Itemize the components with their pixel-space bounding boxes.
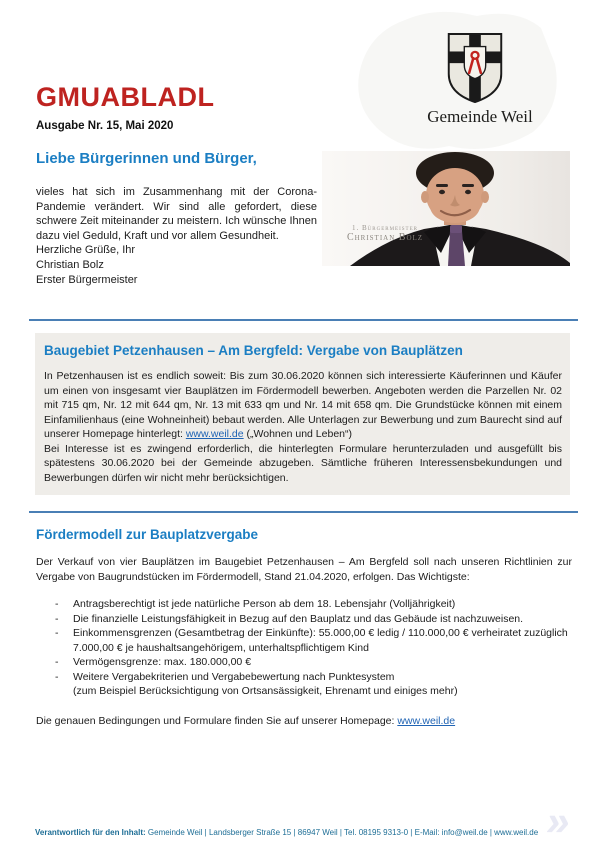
list-item	[36, 670, 572, 699]
newsletter-title: GMUABLADL	[36, 82, 215, 112]
list-item-text: Die finanzielle Leistungsfähigkeit in Bezug auf den Bauplatz und das Gebäude ist nachzuweisen.	[73, 612, 524, 625]
coat-of-arms-icon	[447, 33, 503, 103]
municipality-name: Gemeinde Weil	[427, 107, 533, 126]
criteria-list	[36, 597, 572, 699]
greeting-heading: Liebe Bürgerinnen und Bürger,	[36, 150, 257, 167]
imprint-text: Gemeinde Weil | Landsberger Straße 15 | 86947 Weil | Tel. 08195 9313-0 | E-Mail: info@weil.de | www.weil.de	[145, 828, 539, 837]
foerdermodell-intro: Der Verkauf von vier Bauplätzen im Baugebiet Petzenhausen – Am Bergfeld soll nach unseren Richtlinien zur Vergabe von Baugrundstücken im Fördermodell, Stand 21.04.2020, erfolgen. Das Wichtigste:	[36, 556, 572, 583]
foerdermodell-heading: Fördermodell zur Bauplatzvergabe	[36, 527, 259, 542]
section-divider	[29, 511, 578, 513]
closing-line	[36, 715, 572, 727]
imprint-label: Verantwortlich für den Inhalt:	[35, 828, 146, 837]
weil-homepage-link[interactable]: www.weil.de	[185, 428, 244, 440]
list-item-text: Antragsberechtigt ist jede natürliche Person ab dem 18. Lebensjahr (Volljährigkeit)	[73, 598, 456, 610]
list-item	[36, 626, 572, 655]
greeting-body: vieles hat sich im Zusammenhang mit der Corona-Pandemie verändert. Wir sind alle gefordert, diese schwere Zeit miteinander zu meistern. Ich wünsche Ihnen dazu viel Geduld, Kraft und vor allem Gesundheit.	[36, 186, 317, 242]
double-chevron-icon: »	[542, 797, 575, 844]
photo-caption	[330, 224, 440, 243]
baugebiet-text-3: Bei Interesse ist es zwingend erforderlich, die hinterlegten Formulare herunterzuladen und ausgefüllt bis spätestens 30.06.2020 bei der Gemeinde abzugeben. Sämtliche früheren Interessensbekundungen und Bewerbungen dürfen wir nicht mehr berücksichtigen.	[44, 442, 562, 484]
imprint-footer	[35, 828, 550, 837]
weil-homepage-link[interactable]: www.weil.de	[397, 714, 456, 727]
signature-line-1: Herzliche Grüße, Ihr	[36, 244, 136, 257]
signature-line-2: Christian Bolz	[36, 258, 104, 271]
baugebiet-heading: Baugebiet Petzenhausen – Am Bergfeld: Vergabe von Bauplätzen	[44, 343, 463, 358]
greeting-section	[36, 150, 317, 287]
list-item-text-continued: (zum Beispiel Berücksichtigung von Ortsansässigkeit, Ehrenamt und einiges mehr)	[73, 685, 458, 697]
list-item	[36, 655, 572, 670]
signature-line-3: Erster Bürgermeister	[36, 273, 138, 286]
list-item	[36, 612, 572, 627]
closing-text: Die genauen Bedingungen und Formulare finden Sie auf unserer Homepage:	[36, 714, 398, 727]
list-item-text: Vermögensgrenze: max. 180.000,00 €	[73, 656, 252, 668]
list-item-text: Einkommensgrenzen (Gesamtbetrag der Einkünfte): 55.000,00 € ledig / 110.000,00 € verheiratet zuzüglich 7.000,00 € je haushaltsangehörigem, unterhaltspflichtigem Kind	[73, 627, 568, 654]
baugebiet-text-1: In Petzenhausen ist es endlich soweit: Bis zum 30.06.2020 können sich interessierte Käuferinnen und Käufer um einen von insgesamt vier Bauplätzen im Fördermodell bewerben. Angeboten werden die Parzellen Nr. 02 mit 715 qm, Nr. 12 mit 644 qm, Nr. 13 mit 633 qm und Nr. 14 mit 658 qm. Die Grundstücke können mit einem Einfamilienhaus (eine Wohneinheit) bebaut werden. Alle Unterlagen zur Bewerbung und zum Baurecht sind auf unserer Homepage hinterlegt:	[44, 370, 562, 440]
photo-caption-name: Christian Bolz	[346, 232, 424, 243]
baugebiet-body	[44, 369, 562, 485]
portrait-illustration	[322, 151, 570, 266]
list-item-text: Weitere Vergabekriterien und Vergabebewertung nach Punktesystem	[73, 670, 395, 683]
issue-line: Ausgabe Nr. 15, Mai 2020	[36, 120, 174, 132]
mayor-portrait-photo	[322, 151, 570, 266]
foerdermodell-section	[36, 527, 572, 727]
photo-caption-role: 1. Bürgermeister	[351, 224, 418, 232]
baugebiet-text-2: („Wohnen und Leben“)	[243, 428, 352, 440]
baugebiet-section	[35, 333, 570, 495]
list-item	[36, 597, 572, 612]
section-divider	[29, 319, 578, 321]
